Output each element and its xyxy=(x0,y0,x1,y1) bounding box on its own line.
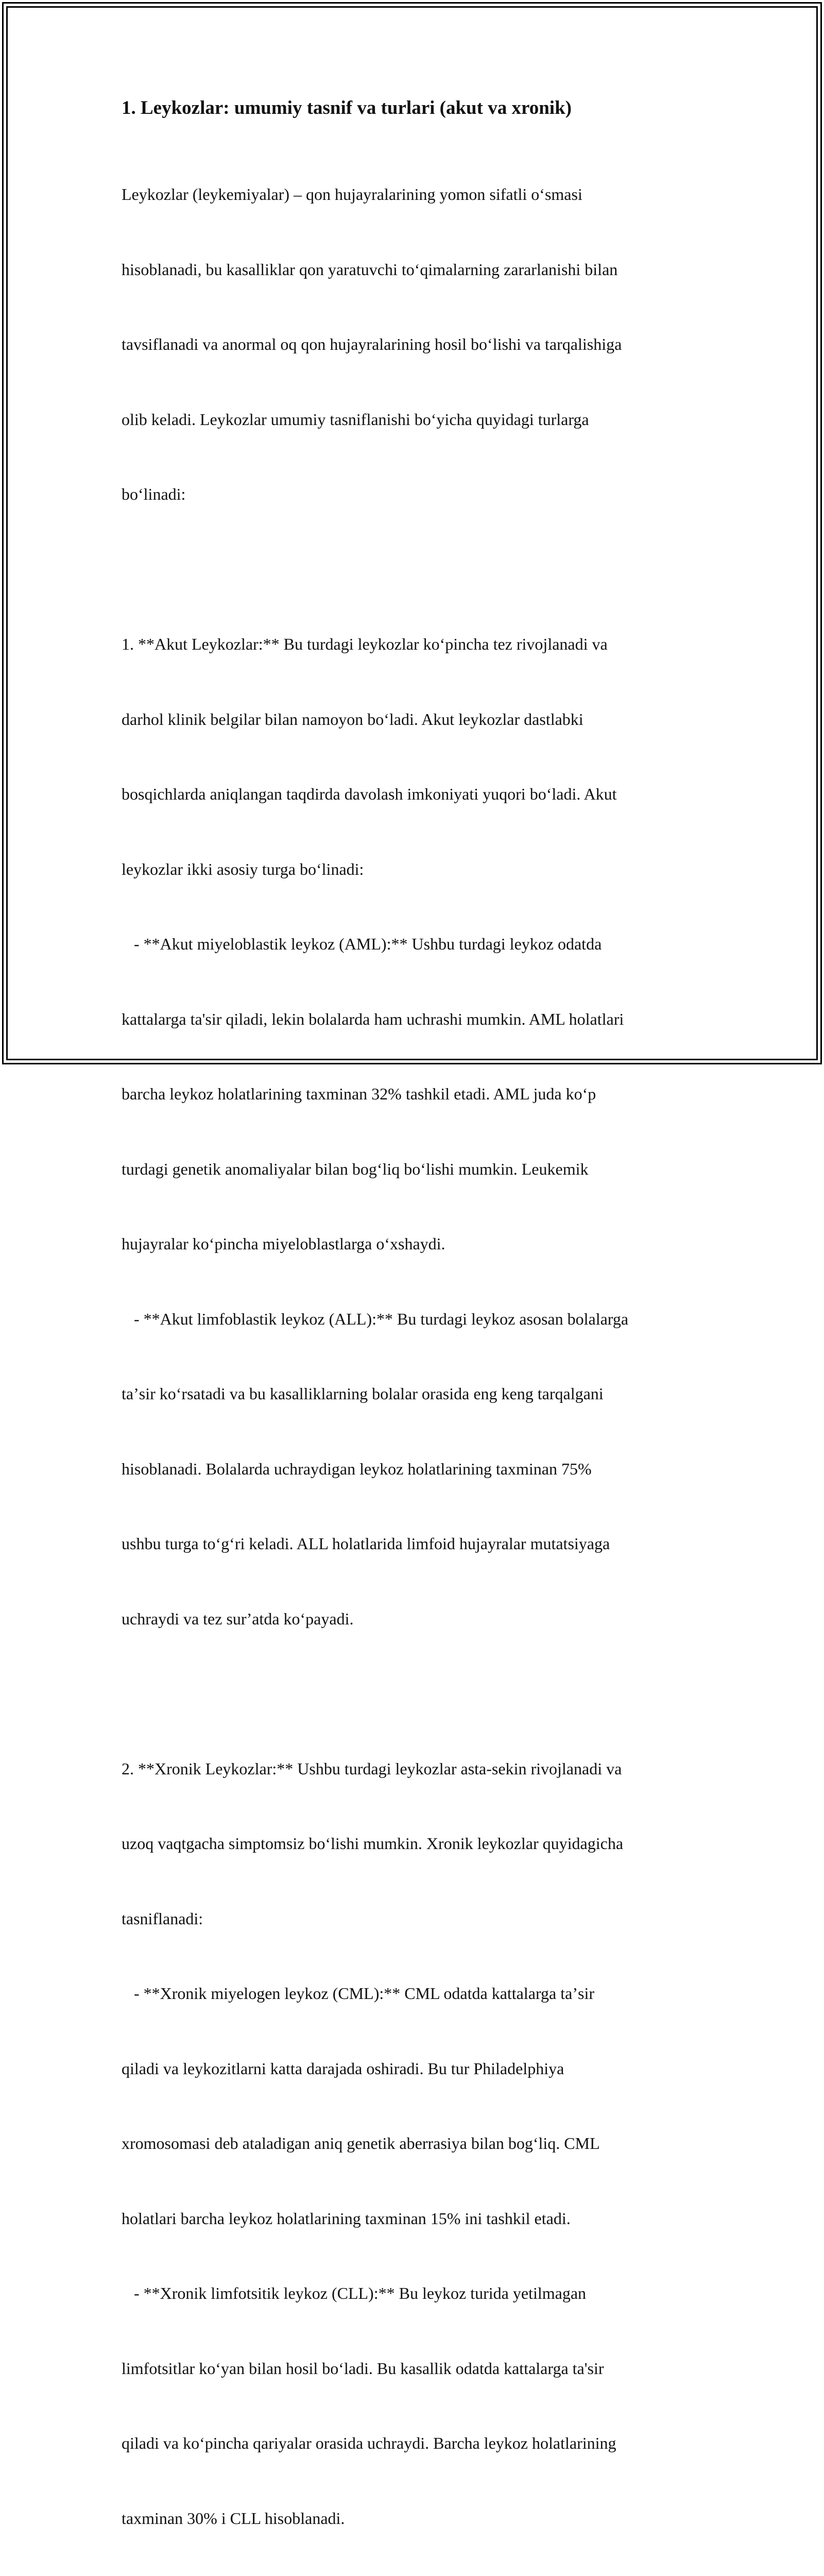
text-line: ushbu turga toʻgʻri keladi. ALL holatlarida limfoid hujayralar mutatsiyaga xyxy=(122,1531,709,1556)
text-line: - **Xronik miyelogen leykoz (CML):** CML odatda kattalarga taʼsir xyxy=(122,1981,709,2006)
intro-paragraph xyxy=(122,132,709,557)
text-line: taxminan 30% i CLL hisoblanadi. xyxy=(122,2506,709,2531)
text-line: - **Akut limfoblastik leykoz (ALL):** Bu turdagi leykoz asosan bolalarga xyxy=(122,1307,709,1332)
text-line: Leykozlar (leykemiyalar) – qon hujayralarining yomon sifatli oʻsmasi xyxy=(122,182,709,207)
text-line: hisoblanadi, bu kasalliklar qon yaratuvchi toʻqimalarning zararlanishi bilan xyxy=(122,257,709,282)
paragraph-spacer xyxy=(122,557,709,582)
chronic-leukemia-section xyxy=(122,1706,709,2576)
text-line: qiladi va leykozitlarni katta darajada oshiradi. Bu tur Philadelphiya xyxy=(122,2056,709,2081)
text-line: tavsiflanadi va anormal oq qon hujayralarining hosil boʻlishi va tarqalishiga xyxy=(122,332,709,357)
text-line: olib keladi. Leykozlar umumiy tasniflanishi boʻyicha quyidagi turlarga xyxy=(122,407,709,432)
text-line: holatlari barcha leykoz holatlarining taxminan 15% ini tashkil etadi. xyxy=(122,2206,709,2231)
section-heading: 1. Leykozlar: umumiy tasnif va turlari (akut va xronik) xyxy=(122,96,709,121)
text-line: hujayralar koʻpincha miyeloblastlarga oʻxshaydi. xyxy=(122,1231,709,1257)
text-line: barcha leykoz holatlarining taxminan 32% tashkil etadi. AML juda koʻp xyxy=(122,1081,709,1107)
text-line: 1. **Akut Leykozlar:** Bu turdagi leykozlar koʻpincha tez rivojlanadi va xyxy=(122,632,709,657)
text-line: 2. **Xronik Leykozlar:** Ushbu turdagi leykozlar asta-sekin rivojlanadi va xyxy=(122,1756,709,1782)
document-body xyxy=(122,96,709,2576)
text-line: turdagi genetik anomaliyalar bilan bogʻliq boʻlishi mumkin. Leukemik xyxy=(122,1157,709,1182)
text-line: xromosomasi deb ataladigan aniq genetik aberrasiya bilan bogʻliq. CML xyxy=(122,2131,709,2156)
paragraph-spacer xyxy=(122,1681,709,1706)
text-line: uzoq vaqtgacha simptomsiz boʻlishi mumkin. Xronik leykozlar quyidagicha xyxy=(122,1831,709,1856)
text-line: uchraydi va tez surʼatda koʻpayadi. xyxy=(122,1606,709,1632)
text-line: kattalarga ta'sir qiladi, lekin bolalarda ham uchrashi mumkin. AML holatlari xyxy=(122,1007,709,1032)
text-line: bosqichlarda aniqlangan taqdirda davolash imkoniyati yuqori boʻladi. Akut xyxy=(122,782,709,807)
text-line: boʻlinadi: xyxy=(122,482,709,507)
text-line: leykozlar ikki asosiy turga boʻlinadi: xyxy=(122,857,709,882)
acute-leukemia-section xyxy=(122,582,709,1681)
text-line: - **Akut miyeloblastik leykoz (AML):** Ushbu turdagi leykoz odatda xyxy=(122,931,709,957)
text-line: limfotsitlar koʻyan bilan hosil boʻladi. Bu kasallik odatda kattalarga ta'sir xyxy=(122,2356,709,2381)
text-line: hisoblanadi. Bolalarda uchraydigan leykoz holatlarining taxminan 75% xyxy=(122,1456,709,1482)
text-line: darhol klinik belgilar bilan namoyon boʻladi. Akut leykozlar dastlabki xyxy=(122,707,709,732)
text-line: taʼsir koʻrsatadi va bu kasalliklarning bolalar orasida eng keng tarqalgani xyxy=(122,1381,709,1406)
text-line: tasniflanadi: xyxy=(122,1906,709,1931)
text-line: qiladi va koʻpincha qariyalar orasida uchraydi. Barcha leykoz holatlarining xyxy=(122,2431,709,2456)
text-line: - **Xronik limfotsitik leykoz (CLL):** Bu leykoz turida yetilmagan xyxy=(122,2281,709,2306)
